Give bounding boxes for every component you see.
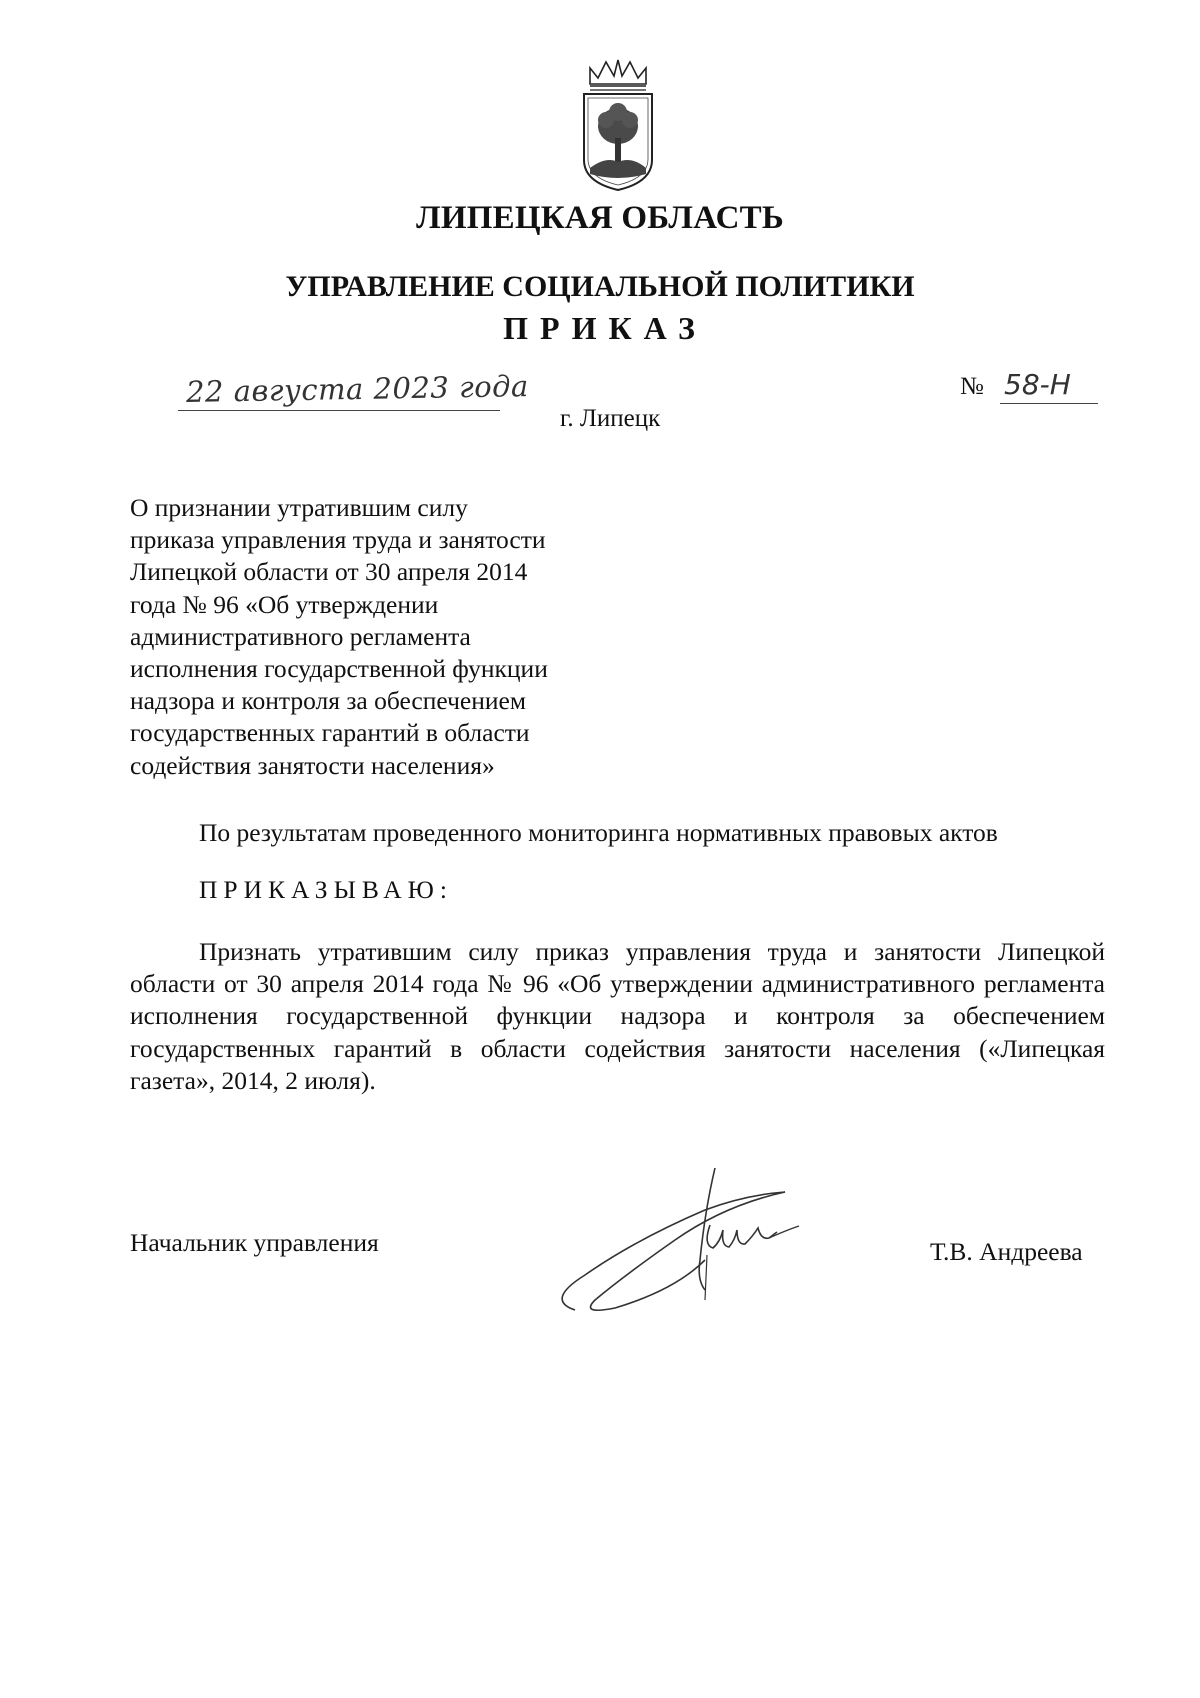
region-title: ЛИПЕЦКАЯ ОБЛАСТЬ [416,200,784,236]
subject-line: содействия занятости населения» [130,750,495,780]
subject-line: года № 96 «Об утверждении [130,589,439,619]
department-title: УПРАВЛЕНИЕ СОЦИАЛЬНОЙ ПОЛИТИКИ [285,270,915,303]
document-subject [130,492,650,782]
subject-line: административного регламента [130,621,471,651]
order-body-text: Признать утратившим силу приказ управления труда и занятости Липецкой области от 30 апреля 2014 года № 96 «Об утверждении административного регламента исполнения государственной функции надзора и контроля за обеспечением государственных гарантий в области содействия занятости населения («Липецкая газета», 2014, 2 июля). [130,937,1105,1095]
subject-line: Липецкой области от 30 апреля 2014 [130,557,528,587]
document-number-value: 58-Н [1004,368,1071,401]
document-number [960,368,1071,401]
document-type-title: ПРИКАЗ [503,310,707,346]
subject-line: исполнения государственной функции [130,654,548,684]
subject-line: надзора и контроля за обеспечением [130,686,526,716]
date-underline [178,410,500,411]
subject-line: государственных гарантий в области [130,718,530,748]
handwritten-signature [555,1150,845,1330]
signatory-name: Т.В. Андреева [930,1237,1083,1266]
document-date: 22 августа 2023 года [185,369,530,409]
order-word: ПРИКАЗЫВАЮ: [199,875,453,904]
preamble-text: По результатам проведенного мониторинга нормативных правовых актов [199,818,998,847]
coat-of-arms-icon [576,56,660,196]
number-underline [1000,403,1098,404]
subject-line: приказа управления труда и занятости [130,525,546,555]
city: г. Липецк [560,405,661,432]
signatory-title: Начальник управления [130,1228,379,1257]
subject-line: О признании утратившим силу [130,493,468,522]
number-sign: № [960,373,984,400]
